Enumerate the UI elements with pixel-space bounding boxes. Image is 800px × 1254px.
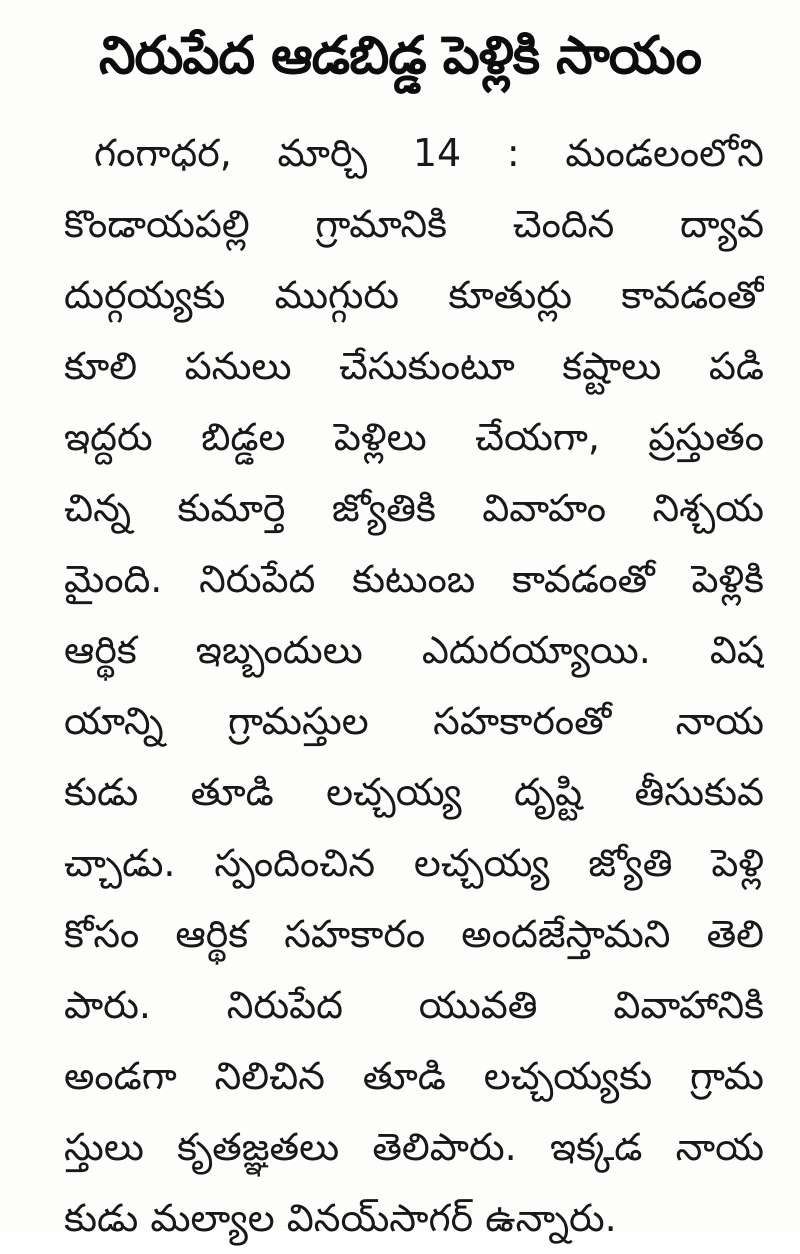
- article-line: కోసం ఆర్థిక సహకారం అందజేస్తామని తెలి: [64, 912, 764, 956]
- article-body: [64, 118, 764, 1254]
- article-line: చ్చాడు. స్పందించిన లచ్చయ్య జ్యోతి పెళ్లి: [64, 841, 764, 885]
- article-line: కొండాయపల్లి గ్రామానికి చెందిన ద్యావ: [64, 202, 764, 246]
- article-line: చిన్న కుమార్తె జ్యోతికి వివాహం నిశ్చయ: [64, 486, 764, 530]
- article-line: ఆర్థిక ఇబ్బందులు ఎదురయ్యాయి. విష: [64, 628, 764, 672]
- article-line: కుడు మల్యాల వినయ్‌సాగర్ ఉన్నారు.: [64, 1196, 617, 1240]
- article-line: యాన్ని గ్రామస్తుల సహకారంతో నాయ: [64, 699, 764, 743]
- article-line: పారు. నిరుపేద యువతి వివాహానికి: [64, 983, 764, 1027]
- article-line: దుర్గయ్యకు ముగ్గురు కూతుర్లు కావడంతో: [64, 273, 764, 317]
- article-line: కూలి పనులు చేసుకుంటూ కష్టాలు పడి: [64, 344, 764, 388]
- article-line: ఇద్దరు బిడ్డల పెళ్లిలు చేయగా, ప్రస్తుతం: [64, 415, 764, 459]
- article-line: కుడు తూడి లచ్చయ్య దృష్టి తీసుకువ: [64, 770, 764, 814]
- article-line: మైంది. నిరుపేద కుటుంబ కావడంతో పెళ్లికి: [64, 557, 764, 601]
- article-line: స్తులు కృతజ్ఞతలు తెలిపారు. ఇక్కడ నాయ: [64, 1125, 764, 1169]
- article-line: గంగాధర, మార్చి 14 : మండలంలోని: [94, 131, 764, 175]
- article-line: అండగా నిలిచిన తూడి లచ్చయ్యకు గ్రామ: [64, 1054, 764, 1098]
- article-headline: నిరుపేద ఆడబిడ్డ పెళ్లికి సాయం: [99, 26, 701, 86]
